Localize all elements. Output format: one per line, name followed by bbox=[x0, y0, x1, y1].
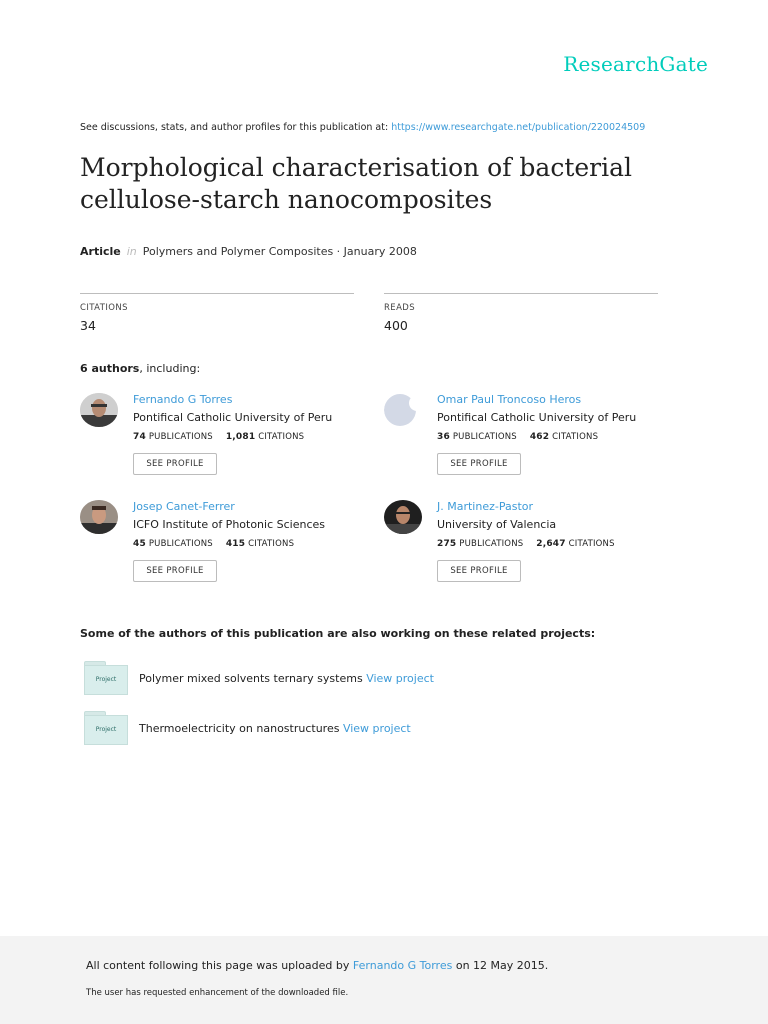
author-card bbox=[384, 393, 684, 493]
authors-count: 6 authors bbox=[80, 362, 140, 375]
authors-heading bbox=[80, 362, 200, 375]
author-card bbox=[80, 393, 380, 493]
default-avatar-icon bbox=[384, 393, 422, 427]
author-name-link[interactable]: J. Martinez-Pastor bbox=[437, 500, 534, 513]
see-profile-button[interactable]: SEE PROFILE bbox=[437, 560, 521, 582]
avatar[interactable] bbox=[384, 393, 422, 427]
citations-label: CITATIONS bbox=[552, 432, 599, 442]
author-photo-icon bbox=[384, 500, 422, 534]
intro-text: See discussions, stats, and author profiles for this publication at: bbox=[80, 122, 392, 133]
uploader-link[interactable]: Fernando G Torres bbox=[352, 959, 453, 972]
citations-value: 34 bbox=[80, 318, 96, 333]
author-publications-count: 275 bbox=[437, 539, 457, 549]
author-card bbox=[80, 500, 380, 600]
project-folder-icon bbox=[84, 711, 128, 745]
see-profile-button[interactable]: SEE PROFILE bbox=[133, 560, 217, 582]
project-folder-label: Project bbox=[95, 676, 117, 683]
project-text bbox=[139, 722, 411, 735]
citations-stat bbox=[80, 293, 354, 333]
project-folder-label: Project bbox=[95, 726, 117, 733]
author-photo-icon bbox=[80, 393, 118, 427]
in-label: in bbox=[126, 245, 137, 258]
related-projects-heading: Some of the authors of this publication are also working on these related projects: bbox=[80, 627, 596, 640]
see-profile-button[interactable]: SEE PROFILE bbox=[133, 453, 217, 475]
author-stats bbox=[133, 539, 294, 549]
citations-label: CITATIONS bbox=[258, 432, 305, 442]
author-institution: University of Valencia bbox=[437, 518, 557, 531]
publication-url-link[interactable]: https://www.researchgate.net/publication/220024509 bbox=[391, 122, 646, 133]
publications-label: PUBLICATIONS bbox=[148, 432, 213, 442]
author-name-link[interactable]: Fernando G Torres bbox=[133, 393, 233, 406]
author-publications-count: 45 bbox=[133, 539, 146, 549]
publications-label: PUBLICATIONS bbox=[452, 432, 517, 442]
author-stats bbox=[133, 432, 304, 442]
author-publications-count: 74 bbox=[133, 432, 146, 442]
author-stats bbox=[437, 432, 598, 442]
author-photo-icon bbox=[80, 500, 118, 534]
project-item bbox=[84, 711, 584, 747]
view-project-link[interactable]: View project bbox=[366, 672, 434, 685]
reads-label: READS bbox=[384, 303, 416, 313]
author-citations-count: 2,647 bbox=[536, 539, 566, 549]
publication-type: Article bbox=[80, 245, 121, 258]
author-publications-count: 36 bbox=[437, 432, 450, 442]
see-profile-button[interactable]: SEE PROFILE bbox=[437, 453, 521, 475]
author-institution: Pontifical Catholic University of Peru bbox=[133, 411, 333, 424]
publication-venue-date: Polymers and Polymer Composites · January 2008 bbox=[142, 245, 417, 258]
author-citations-count: 462 bbox=[529, 432, 550, 442]
publication-meta bbox=[80, 245, 417, 258]
upload-info bbox=[86, 959, 548, 972]
project-title: Thermoelectricity on nanostructures bbox=[139, 722, 340, 735]
authors-including: , including: bbox=[139, 362, 201, 375]
citations-label: CITATIONS bbox=[248, 539, 295, 549]
reads-stat bbox=[384, 293, 658, 333]
publication-intro bbox=[80, 122, 645, 133]
publications-label: PUBLICATIONS bbox=[459, 539, 524, 549]
researchgate-logo[interactable]: ResearchGate bbox=[563, 52, 708, 76]
upload-suffix: on 12 May 2015. bbox=[452, 959, 549, 972]
project-title: Polymer mixed solvents ternary systems bbox=[139, 672, 363, 685]
avatar[interactable] bbox=[80, 393, 118, 427]
project-text bbox=[139, 672, 434, 685]
upload-prefix: All content following this page was uploaded by bbox=[86, 959, 353, 972]
author-name-link[interactable]: Josep Canet-Ferrer bbox=[133, 500, 235, 513]
author-card bbox=[384, 500, 684, 600]
avatar[interactable] bbox=[80, 500, 118, 534]
download-footer bbox=[0, 936, 768, 1024]
citations-label: CITATIONS bbox=[568, 539, 615, 549]
author-name-link[interactable]: Omar Paul Troncoso Heros bbox=[437, 393, 582, 406]
publications-label: PUBLICATIONS bbox=[148, 539, 213, 549]
author-citations-count: 415 bbox=[225, 539, 246, 549]
author-institution: ICFO Institute of Photonic Sciences bbox=[133, 518, 326, 531]
avatar[interactable] bbox=[384, 500, 422, 534]
citations-label: CITATIONS bbox=[80, 303, 128, 313]
author-institution: Pontifical Catholic University of Peru bbox=[437, 411, 637, 424]
project-item bbox=[84, 661, 584, 697]
author-stats bbox=[437, 539, 615, 549]
project-folder-icon bbox=[84, 661, 128, 695]
publication-title: Morphological characterisation of bacterial cellulose-starch nanocomposites bbox=[80, 153, 633, 214]
enhancement-note: The user has requested enhancement of the downloaded file. bbox=[86, 988, 349, 998]
view-project-link[interactable]: View project bbox=[342, 722, 411, 735]
reads-value: 400 bbox=[384, 318, 408, 333]
author-citations-count: 1,081 bbox=[225, 432, 256, 442]
